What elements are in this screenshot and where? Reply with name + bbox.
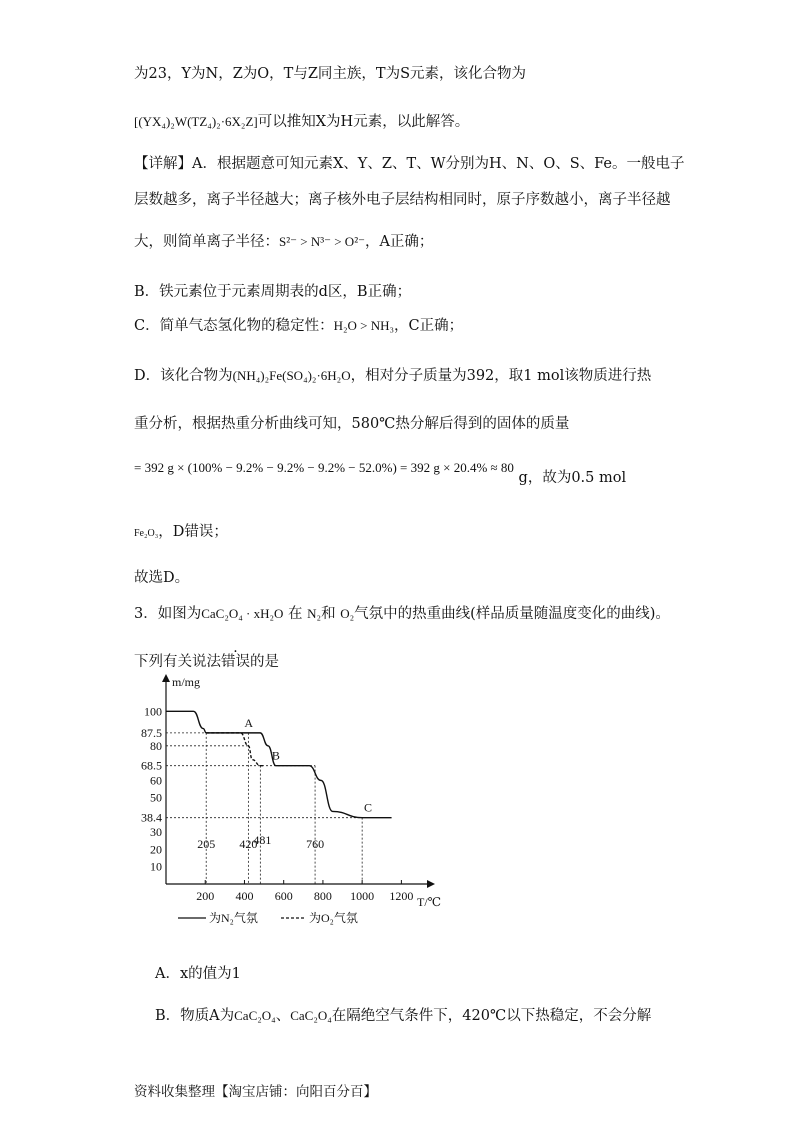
x-axis-label: T/℃ [417,895,442,909]
y-tick-label: 87.5 [141,725,162,740]
x-tick-label: 600 [274,889,293,903]
text-fragment: 在隔绝空气条件下，420℃以下热稳定，不会分解 [331,1008,652,1024]
text-line [134,314,463,335]
y-tick-label: 100 [144,704,162,719]
thermogravimetric-chart [128,672,442,937]
legend-n2: 为N₂气氛 [209,911,258,925]
text-fragment: ，C正确； [394,318,464,334]
ion-radius-formula: S²⁻ > N³⁻ > O²⁻ [279,234,365,249]
text-line: 故选D。 [134,570,190,586]
chart-axes [162,674,435,888]
text-fragment: 和 [321,606,336,622]
text-fragment: B．物质A为 [155,1008,235,1024]
n2-curve [166,711,392,817]
text-line [134,520,228,541]
text-fragment: 3．如图为 [134,606,202,622]
text-fragment: 在 [288,606,303,622]
footer-note: 资料收集整理【淘宝店铺：向阳百分百】 [134,1084,377,1100]
text-fragment: 可以推知X为H元素，以此解答。 [257,114,470,130]
y-tick-label: 50 [150,790,162,805]
text-line [134,364,651,385]
emphasized-word: 错误 [221,654,250,670]
mass-calculation-formula: = 392 g × (100% − 9.2% − 9.2% − 9.2% − 52.0%) = 392 g × 20.4% ≈ 80 [134,460,514,475]
text-line: 层数越多，离子半径越大；离子核外电子层结构相同时，原子序数越小，离子半径越 [134,192,671,208]
text-fragment: 的是 [250,654,279,670]
calcium-oxalate-formula-2: CaC₂O₄ [290,1008,332,1023]
n2-formula: N₂ [307,606,322,621]
fe2o3-formula: Fe₂O₃ [134,528,159,539]
y-axis-label: m/mg [172,675,201,689]
y-tick-label: 80 [150,738,162,753]
y-tick-label: 30 [150,825,162,840]
x-tick-label: 1000 [350,889,375,903]
option-b [155,1004,651,1025]
text-line: 为23，Y为N，Z为O，T与Z同主族，T为S元素，该化合物为 [134,66,527,82]
temperature-mark-label: 205 [197,837,216,851]
x-axis-arrow [427,880,435,888]
y-tick-label: 68.5 [141,758,162,773]
temperature-mark-label: 760 [306,837,325,851]
y-tick-label: 20 [150,842,162,857]
o2-curve [206,733,264,766]
text-fragment: 大，则简单离子半径： [134,234,279,250]
compound-formula: (NH₄)₂Fe(SO₄)₂·6H₂O [232,368,351,383]
y-axis-arrow [162,674,170,682]
x-tick-label: 1200 [389,889,414,903]
text-fragment: D．该化合物为 [134,368,233,384]
text-fragment: 下列有关说法 [134,654,221,670]
text-line [134,110,469,131]
option-a: A．x的值为1 [155,966,241,982]
text-line: 重分析，根据热重分析曲线可知，580℃热分解后得到的固体的质量 [134,416,570,432]
text-line [134,456,627,486]
calcium-oxalate-hydrate-formula: CaC₂O₄ · xH₂O [201,606,284,621]
y-tick-label: 60 [150,773,162,788]
y-tick-label: 38.4 [141,810,162,825]
y-tick-label: 10 [150,859,162,874]
x-tick-label: 800 [313,889,332,903]
question-3-stem-2 [134,650,279,671]
point-label: B [271,748,280,763]
complex-formula: [(YX₄)₂W(TZ₄)₂·6X₂Z] [134,114,258,129]
legend-o2: 为O₂气氛 [309,911,358,925]
chart-series [166,711,392,817]
calcium-oxalate-formula: CaC₂O₄ [234,1008,276,1023]
x-tick-label: 400 [235,889,254,903]
text-fragment: 气氛中的热重曲线(样品质量随温度变化的曲线)。 [354,606,670,622]
chart-guides [166,733,362,884]
answer-detail-heading: 【详解】A．根据题意可知元素X、Y、Z、T、W分别为H、N、O、S、Fe。一般电子 [134,156,685,172]
stability-formula: H₂O > NH₃ [333,318,395,333]
point-label: A [244,715,254,730]
temperature-mark-label: 420 [239,837,258,851]
text-fragment: ，相对分子质量为392，取1 mol该物质进行热 [350,368,652,384]
text-line [134,230,433,251]
o2-formula: O₂ [340,606,355,621]
question-3-stem [134,602,670,623]
text-line: B．铁元素位于元素周期表的d区，B正确； [134,284,412,300]
x-tick-label: 200 [196,889,215,903]
point-label: C [364,800,373,815]
temperature-mark-label: 481 [253,833,272,847]
text-fragment: ，A正确； [364,234,434,250]
text-fragment: 、 [275,1008,291,1024]
text-fragment: ，D错误； [158,524,228,540]
chart-labels [141,675,441,925]
text-fragment: C．简单气态氢化物的稳定性： [134,318,334,334]
text-fragment: g，故为0.5 mol [518,470,627,486]
